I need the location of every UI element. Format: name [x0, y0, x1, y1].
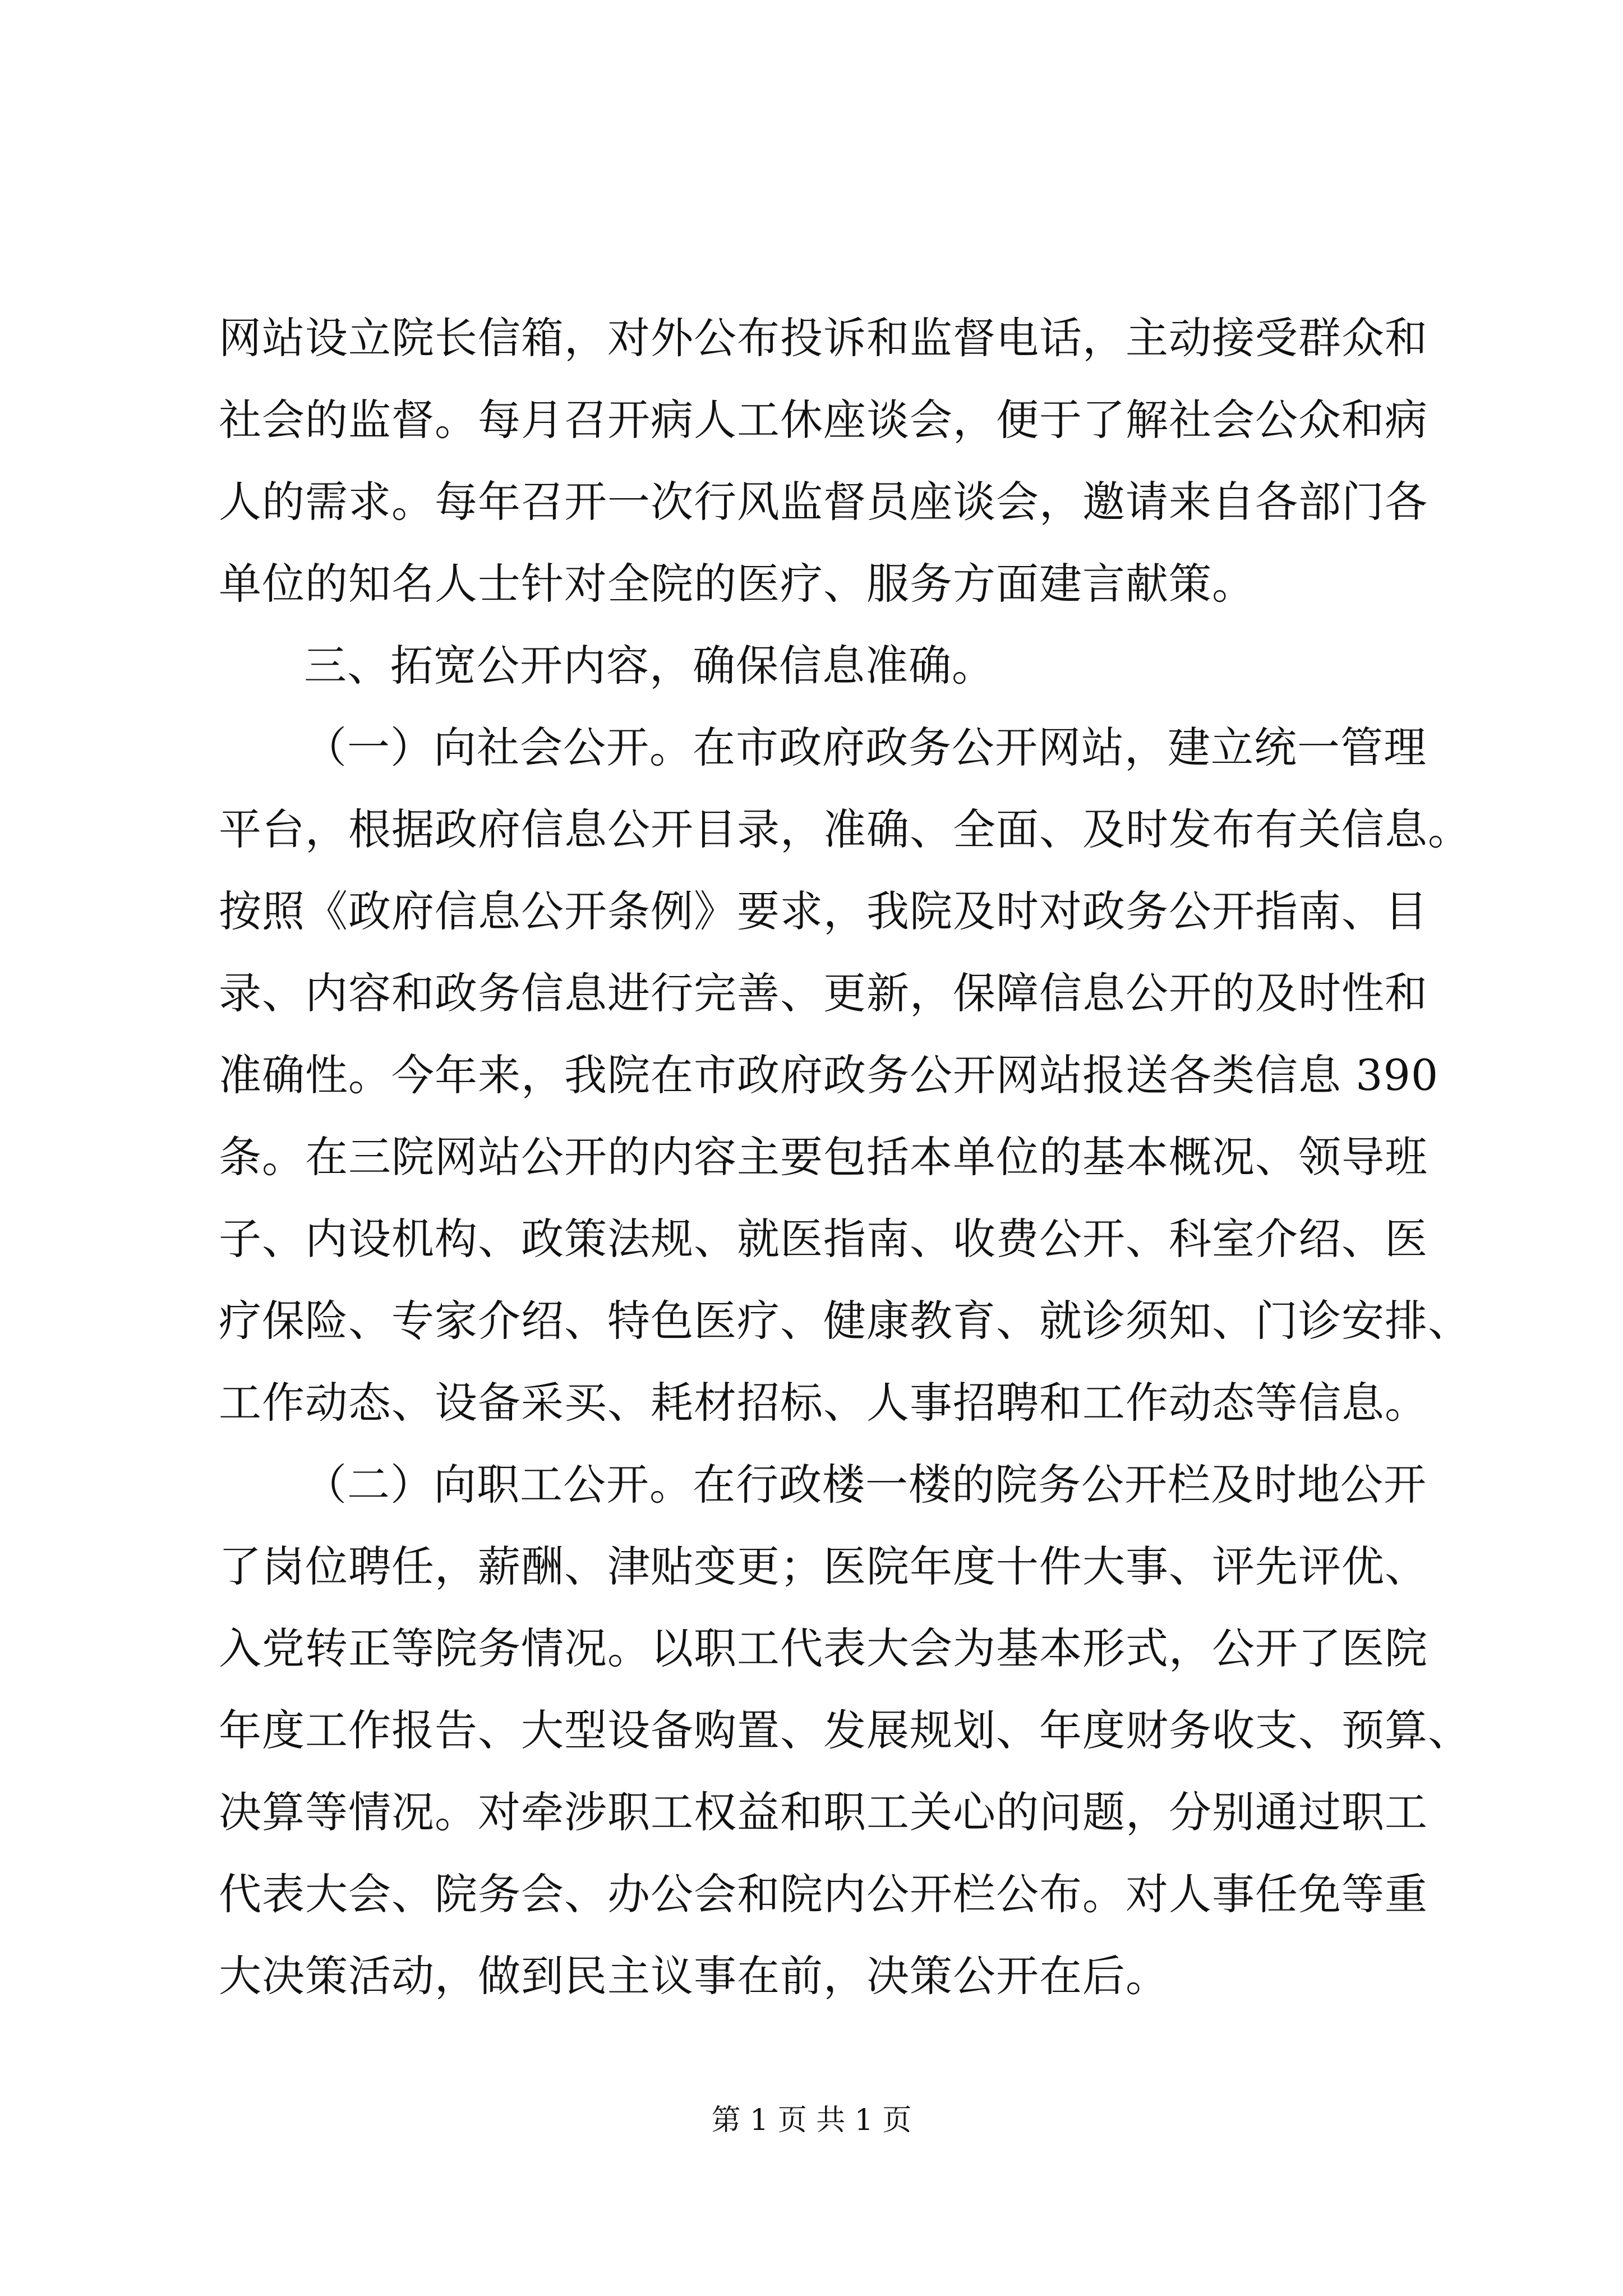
- text-line: 三、拓宽公开内容，确保信息准确。: [304, 641, 995, 691]
- page-footer: 第 1 页 共 1 页: [711, 2104, 912, 2137]
- text-line: 代表大会、院务会、办公会和院内公开栏公布。对人事任免等重: [219, 1869, 1428, 1919]
- text-line: 工作动态、设备采买、耗材招标、人事招聘和工作动态等信息。: [219, 1378, 1428, 1428]
- text-line: 年度工作报告、大型设备购置、发展规划、年度财务收支、预算、: [219, 1705, 1471, 1755]
- text-line: 社会的监督。每月召开病人工休座谈会，便于了解社会公众和病: [219, 395, 1428, 445]
- text-line: 人的需求。每年召开一次行风监督员座谈会，邀请来自各部门各: [219, 477, 1428, 527]
- text-line: 了岗位聘任，薪酬、津贴变更；医院年度十件大事、评先评优、: [219, 1542, 1428, 1591]
- text-line: （一）向社会公开。在市政府政务公开网站，建立统一管理: [304, 723, 1427, 772]
- text-line: 疗保险、专家介绍、特色医疗、健康教育、就诊须知、门诊安排、: [219, 1296, 1471, 1346]
- text-line: 按照《政府信息公开条例》要求，我院及时对政务公开指南、目: [219, 886, 1428, 936]
- text-line: 网站设立院长信箱，对外公布投诉和监督电话，主动接受群众和: [219, 313, 1428, 363]
- text-line: 子、内设机构、政策法规、就医指南、收费公开、科室介绍、医: [219, 1214, 1428, 1264]
- text-line: 入党转正等院务情况。以职工代表大会为基本形式，公开了医院: [219, 1623, 1428, 1673]
- text-line: 条。在三院网站公开的内容主要包括本单位的基本概况、领导班: [219, 1132, 1428, 1182]
- text-line: 单位的知名人士针对全院的医疗、服务方面建言献策。: [219, 559, 1255, 609]
- text-line: （二）向职工公开。在行政楼一楼的院务公开栏及时地公开: [304, 1460, 1427, 1510]
- text-line: 决算等情况。对牵涉职工权益和职工关心的问题，分别通过职工: [219, 1787, 1428, 1837]
- text-line: 准确性。今年来，我院在市政府政务公开网站报送各类信息 390: [219, 1050, 1439, 1100]
- text-line: 平台，根据政府信息公开目录，准确、全面、及时发布有关信息。: [219, 804, 1471, 854]
- text-line: 录、内容和政务信息进行完善、更新，保障信息公开的及时性和: [219, 968, 1428, 1018]
- text-line: 大决策活动，做到民主议事在前，决策公开在后。: [219, 1951, 1169, 2001]
- document-body: [219, 297, 1471, 2017]
